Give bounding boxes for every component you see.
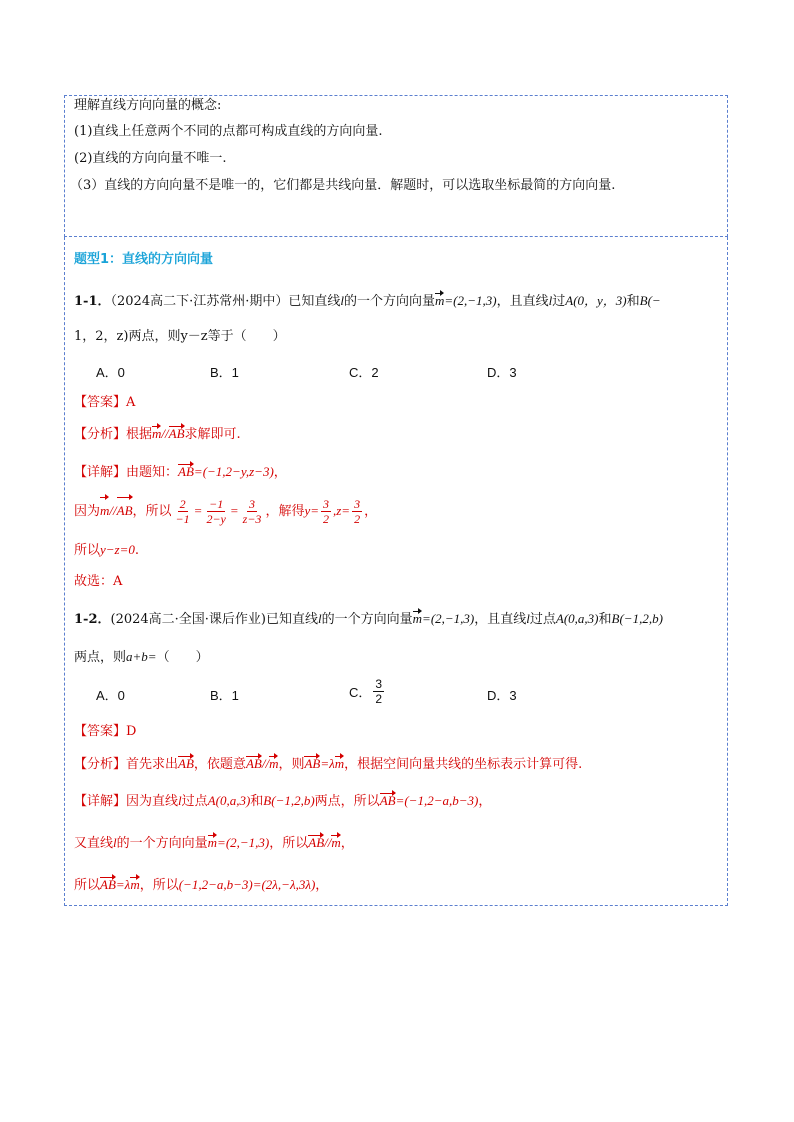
- q2-stem-line2: 两点，则a+b=（ ）: [74, 649, 209, 665]
- q2-detail-3: 所以AB=λm，所以(−1,2−a,b−3)=(2λ,−λ,3λ)，: [74, 877, 329, 893]
- q2-option-b: B．1: [210, 688, 239, 703]
- q1-stem-line2: 1，2，z)两点，则y－z等于（ ）: [74, 329, 286, 344]
- q1-conclusion: 故选：A: [74, 574, 123, 589]
- q2-detail-1: 【详解】因为直线l过点A(0,a,3)和B(−1,2,b)两点，所以AB=(−1,2−a,b−3)，: [74, 793, 492, 809]
- q2-detail-2: 又直线l的一个方向向量m=(2,−1,3)，所以AB//m，: [74, 835, 354, 851]
- q1-detail-2: 因为m//AB，所以 $\frac{2}{-1}$ = $\frac{-1}{2-y}$ = $\frac{3}{z-3}$ ，解得y= $\frac{3}{2}$ ,z= $\frac{3}{2}$ ，: [74, 497, 378, 526]
- q2-stem-line1: 1-2．(2024高二·全国·课后作业)已知直线l的一个方向向量m=(2,−1,3)，且直线l过点A(0,a,3)和B(−1,2,b): [74, 611, 663, 627]
- q1-option-b: B．1: [210, 365, 239, 380]
- q1-source: （2024高二下·江苏常州·期中）: [110, 294, 289, 309]
- concept-title: 理解直线方向向量的概念:: [74, 98, 222, 113]
- q2-option-c: C． $\frac{3}{2}$: [349, 677, 383, 706]
- concept-point-3: （3）直线的方向向量不是唯一的，它们都是共线向量．解题时，可以选取坐标最简的方向向量.: [70, 178, 616, 193]
- q1-analysis: 【分析】根据m//AB求解即可.: [74, 426, 241, 442]
- q2-option-d: D．3: [487, 688, 517, 703]
- q1-option-a: A．0: [96, 365, 125, 380]
- concept-point-1: (1)直线上任意两个不同的点都可构成直线的方向向量.: [74, 124, 383, 139]
- q1-answer: 【答案】A: [74, 395, 136, 410]
- q2-number: 1-2．: [74, 612, 111, 627]
- concept-point-2: (2)直线的方向向量不唯一.: [74, 151, 227, 166]
- q1-option-d: D．3: [487, 365, 517, 380]
- q1-option-c: C．2: [349, 365, 379, 380]
- q2-source: (2024高二·全国·课后作业): [110, 612, 266, 627]
- q1-detail-1: 【详解】由题知：AB=(−1,2−y,z−3)，: [74, 464, 287, 480]
- q1-detail-3: 所以y−z=0.: [74, 542, 140, 558]
- q2-analysis: 【分析】首先求出AB，依题意AB//m，则AB=λm，根据空间向量共线的坐标表示计算可得.: [74, 756, 583, 772]
- q2-answer: 【答案】D: [74, 724, 137, 739]
- q1-stem-line1: 1-1．（2024高二下·江苏常州·期中）已知直线l的一个方向向量m=(2,−1,3)，且直线l过A(0，y，3)和B(−: [74, 293, 661, 309]
- q1-number: 1-1．: [74, 294, 111, 309]
- q2-option-a: A．0: [96, 688, 125, 703]
- section-title: 题型1：直线的方向向量: [74, 252, 214, 267]
